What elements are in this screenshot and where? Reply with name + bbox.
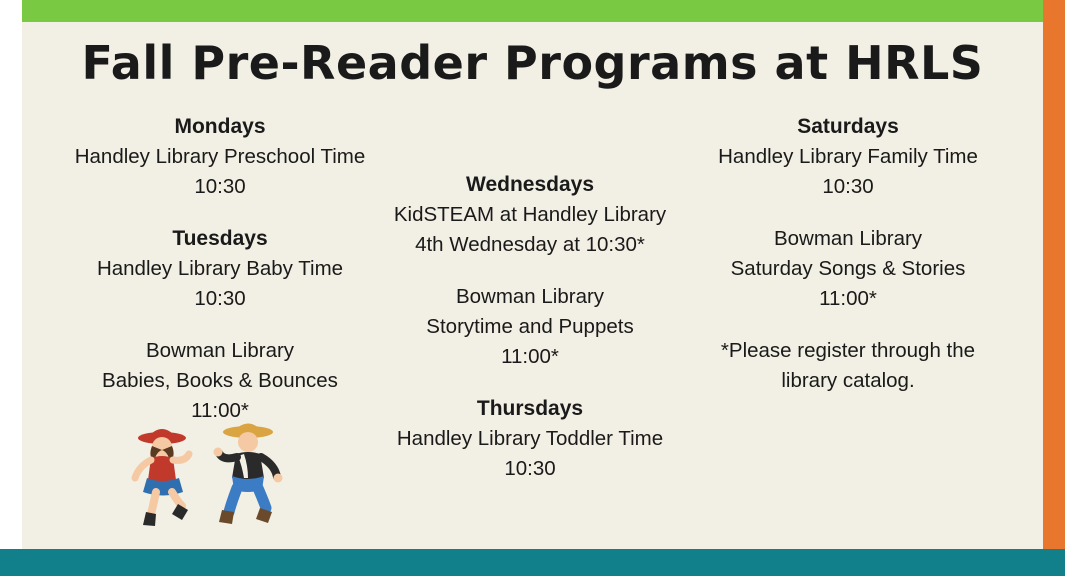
program-block-wednesdays	[340, 170, 720, 260]
program-time: 10:30	[504, 457, 556, 480]
bottom-teal-bar	[0, 549, 1065, 576]
program-day-label: Mondays	[174, 115, 266, 138]
program-detail-line: Storytime and Puppets	[426, 315, 634, 338]
program-block-saturdays	[668, 112, 1028, 202]
program-location: Bowman Library	[773, 227, 923, 250]
program-block-thursdays	[340, 394, 720, 484]
program-time: 4th Wednesday at 10:30*	[415, 233, 645, 256]
cowgirl-figure	[135, 429, 189, 526]
program-block-bowman-storytime	[340, 282, 720, 372]
top-green-bar	[22, 0, 1044, 22]
registration-footnote	[668, 336, 1028, 396]
cowgirl-and-cowboy-illustration	[120, 418, 320, 548]
footnote-line: library catalog.	[781, 369, 915, 392]
program-day-label: Wednesdays	[466, 173, 594, 196]
program-detail-line: Handley Library Toddler Time	[396, 427, 664, 450]
program-time: 10:30	[194, 175, 246, 198]
schedule-column-right	[668, 112, 1028, 396]
program-time: 11:00*	[819, 287, 877, 310]
program-detail-line: Handley Library Baby Time	[96, 257, 344, 280]
program-detail-line: Saturday Songs & Stories	[730, 257, 966, 280]
schedule-column-middle	[340, 170, 720, 484]
program-time: 10:30	[822, 175, 874, 198]
program-time: 11:00*	[501, 345, 559, 368]
program-time: 10:30	[194, 287, 246, 310]
program-day-label: Thursdays	[476, 397, 584, 420]
cowboy-figure	[214, 424, 283, 525]
program-detail-line: KidSTEAM at Handley Library	[393, 203, 667, 226]
program-detail-line: Handley Library Preschool Time	[74, 145, 366, 168]
program-detail-line: Babies, Books & Bounces	[102, 369, 338, 392]
page-title: Fall Pre-Reader Programs at HRLS	[81, 36, 984, 90]
program-block-bowman-songs	[668, 224, 1028, 314]
program-day-label: Tuesdays	[172, 227, 268, 250]
program-location: Bowman Library	[145, 339, 295, 362]
program-time: 11:00*	[191, 399, 249, 422]
program-detail-line: Handley Library Family Time	[718, 145, 978, 168]
program-location: Bowman Library	[455, 285, 605, 308]
program-day-label: Saturdays	[797, 115, 899, 138]
footnote-line: *Please register through the	[720, 339, 976, 362]
